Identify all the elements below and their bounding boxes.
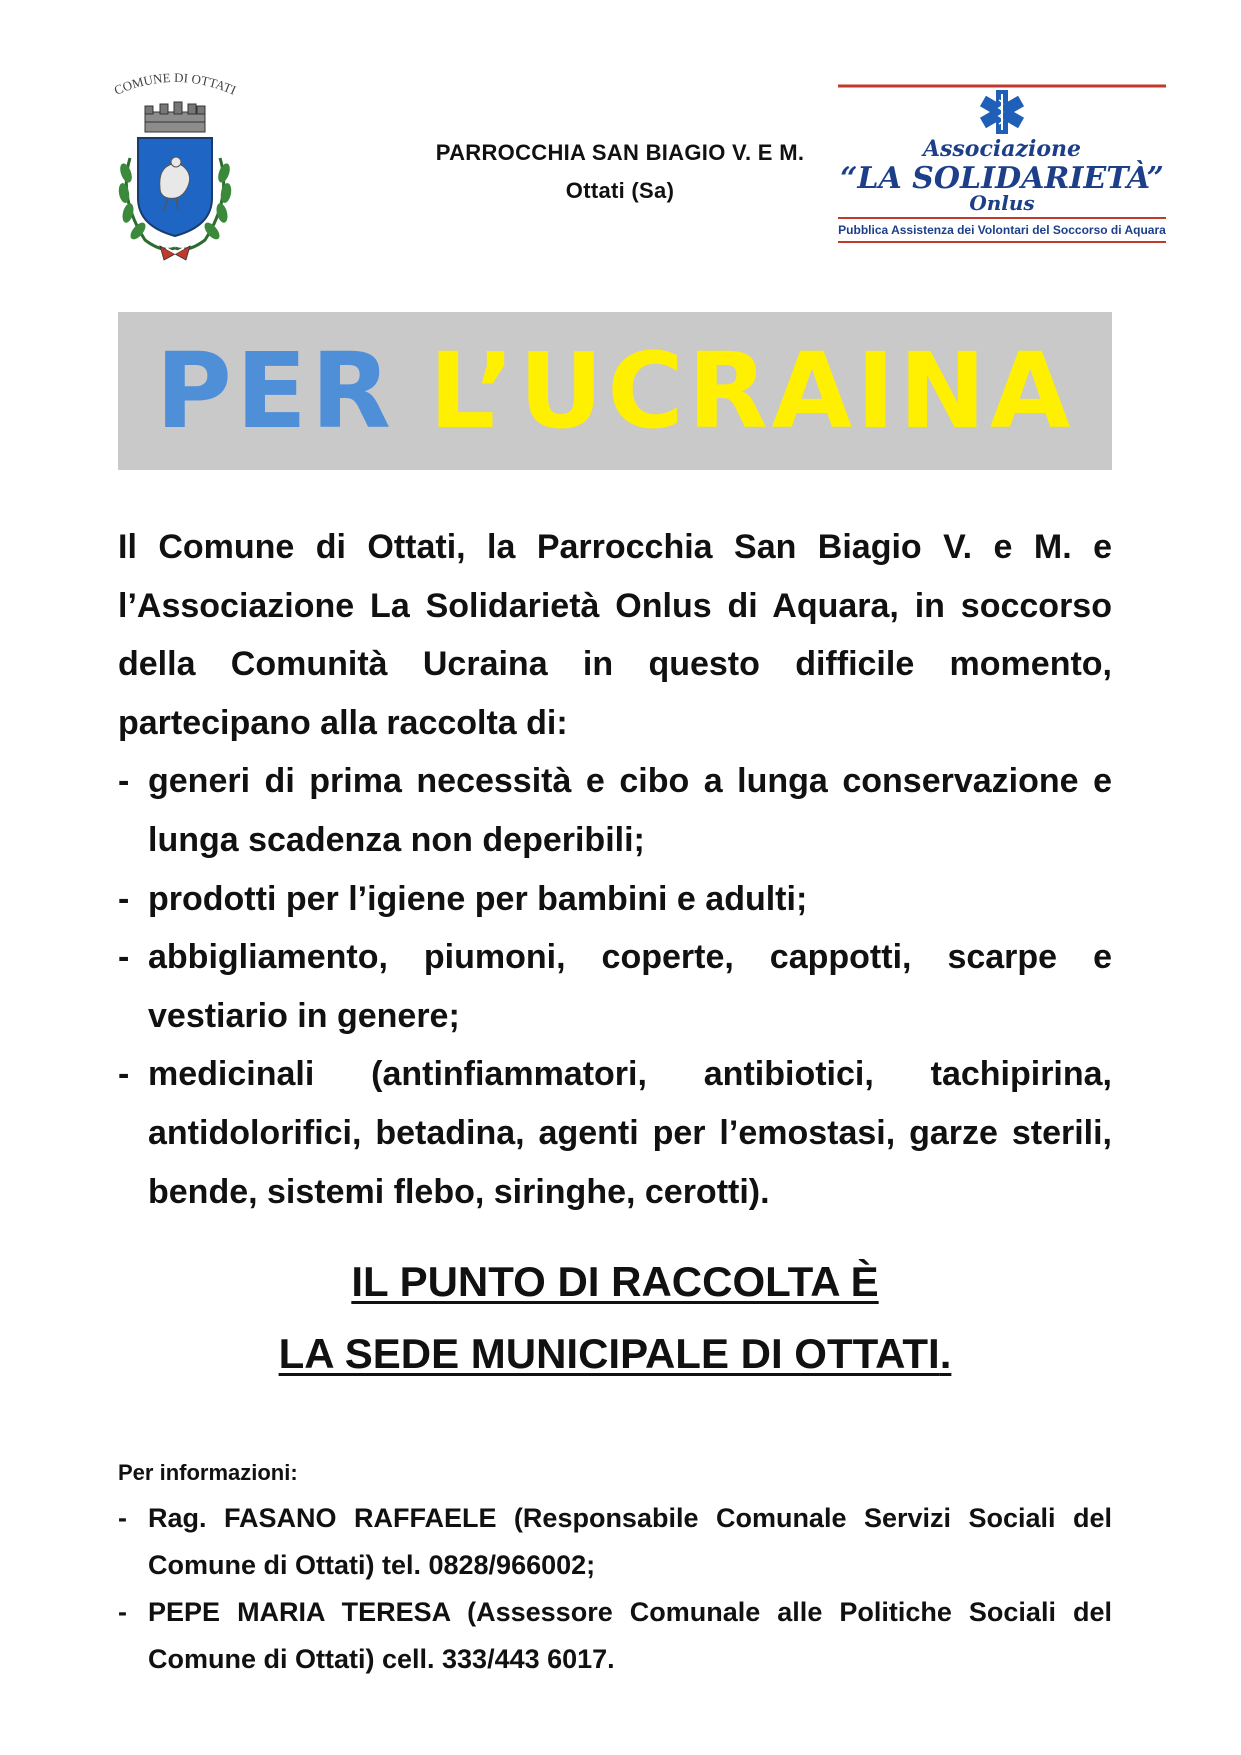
list-item-text: abbigliamento, piumoni, coperte, cappotti, scarpe e vestiario in genere; — [148, 938, 1112, 1035]
contact-text: Rag. FASANO RAFFAELE (Responsabile Comunale Servizi Sociali del Comune di Ottati) tel. 0828/966002; — [148, 1503, 1112, 1580]
municipal-coat-of-arms-icon — [100, 68, 250, 268]
info-label: Per informazioni: — [118, 1460, 298, 1485]
contacts-list — [118, 1495, 1112, 1683]
list-bullet: - — [118, 879, 130, 918]
collection-point-heading-line1 — [118, 1258, 1112, 1306]
list-item-text: prodotti per l’igiene per bambini e adulti; — [148, 879, 808, 918]
star-of-life-icon — [980, 90, 1024, 134]
donation-items-list — [118, 752, 1112, 1221]
parish-name: PARROCCHIA SAN BIAGIO V. E M. — [435, 140, 805, 165]
contact-text: PEPE MARIA TERESA (Assessore Comunale alle Politiche Sociali del Comune di Ottati) cell. 333/443 6017. — [148, 1597, 1112, 1674]
collection-point-heading-line2 — [118, 1330, 1112, 1378]
list-bullet: - — [118, 1503, 127, 1533]
logo-line-name: “LA SOLIDARIETÀ” — [840, 161, 1164, 196]
banner-word-per: PER — [155, 330, 395, 452]
heading-line1-text: IL PUNTO DI RACCOLTA È — [351, 1258, 879, 1305]
list-bullet: - — [118, 762, 130, 801]
coat-of-arms-arc-text: COMUNE DI OTTATI — [111, 69, 239, 98]
appeal-body — [118, 518, 1112, 1221]
list-item-text: medicinali (antinfiammatori, antibiotici, tachipirina, antidolorifici, betadina, agenti per l’emostasi, garze sterili, bende, sistemi flebo, siringhe, cerotti). — [148, 1055, 1112, 1211]
list-bullet: - — [118, 938, 130, 977]
parish-location: Ottati (Sa) — [565, 178, 675, 203]
list-item — [118, 752, 1112, 869]
contact-item — [118, 1589, 1112, 1683]
list-item-text: generi di prima necessità e cibo a lunga conservazione e lunga scadenza non deperibili; — [148, 762, 1112, 859]
list-item — [118, 1045, 1112, 1221]
contact-item — [118, 1495, 1112, 1589]
banner-word-ucraina: L’UCRAINA — [428, 330, 1075, 452]
title-banner — [118, 312, 1112, 470]
list-item — [118, 928, 1112, 1045]
logo-line-associazione: Associazione — [922, 136, 1082, 162]
list-bullet: - — [118, 1597, 127, 1627]
associazione-la-solidarieta-logo — [838, 84, 1166, 246]
list-bullet: - — [118, 1055, 130, 1094]
logo-line-onlus: Onlus — [969, 191, 1035, 215]
heading-line2-text: LA SEDE MUNICIPALE DI OTTATI — [278, 1330, 940, 1377]
heading-line2-period: . — [939, 1330, 952, 1377]
logo-footer-text: Pubblica Assistenza dei Volontari del Soccorso di Aquara — [838, 223, 1166, 237]
list-item — [118, 870, 1112, 929]
comune-di-ottati-logo — [100, 68, 250, 268]
intro-paragraph: Il Comune di Ottati, la Parrocchia San Biagio V. e M. e l’Associazione La Solidarietà Onlus di Aquara, in soccorso della Comunità Ucraina in questo difficile momento, partecipano alla raccolta di: — [118, 528, 1112, 742]
